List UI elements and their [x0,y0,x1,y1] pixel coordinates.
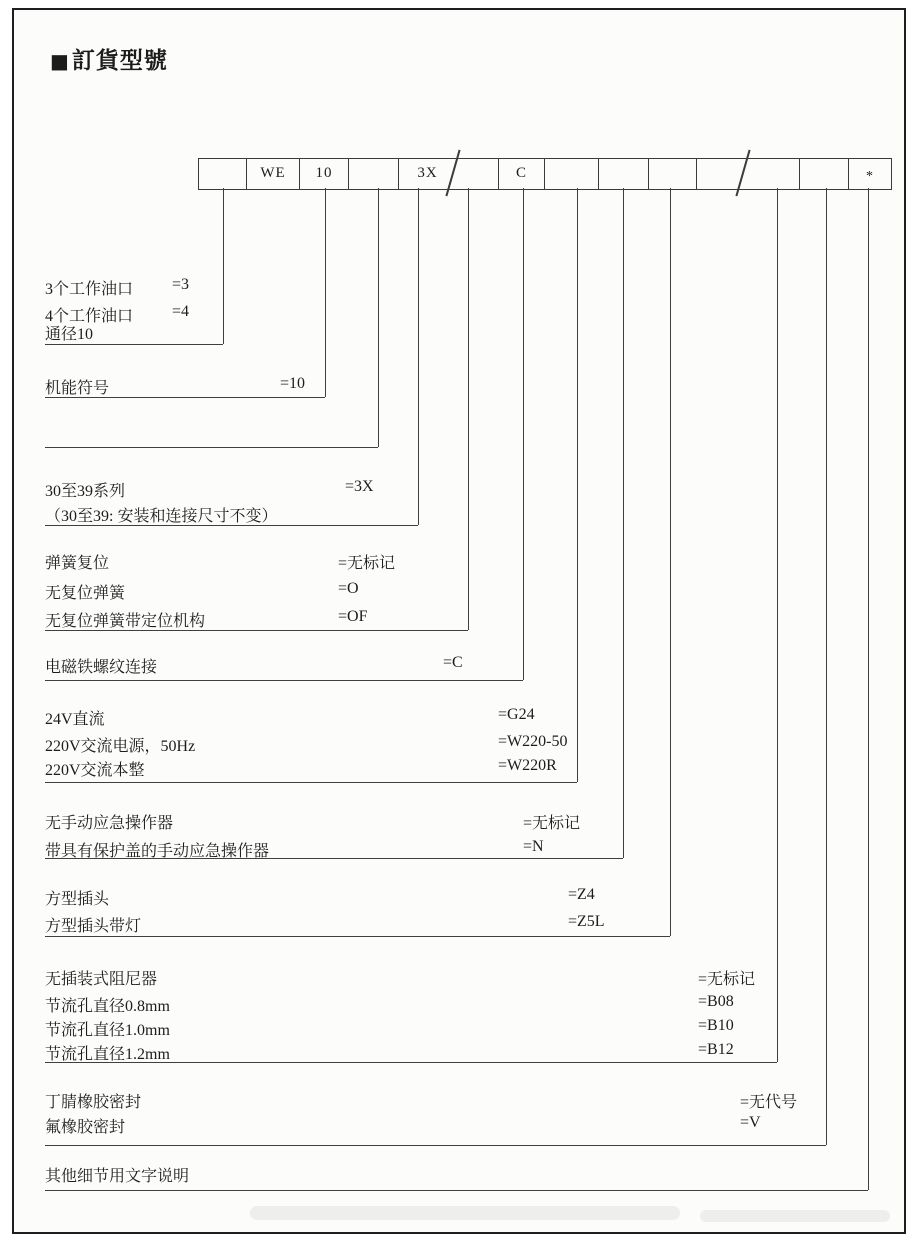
scan-smudge [250,1206,680,1220]
seal-cell [799,159,848,189]
option-label: 电磁铁螺纹连接 [45,659,158,676]
option-label: 无插装式阻尼器 [45,971,158,988]
plug-cell [648,159,696,189]
connector-line [523,188,524,680]
option-code: =O [338,580,359,597]
option-line [45,654,463,677]
option-code: =B08 [698,993,734,1010]
model-code-row [198,158,892,190]
option-label: 无复位弹簧 [45,585,126,602]
option-line [45,757,557,780]
option-label: 其他细节用文字说明 [45,1168,190,1185]
connector-line [670,188,671,936]
option-code: =无标记 [338,555,396,572]
option-code: =无标记 [523,815,581,832]
row-underline [45,344,223,345]
option-code: =3 [172,276,190,293]
option-code: =4 [172,303,190,320]
damper-slash-cell [696,159,799,189]
option-line [45,838,544,861]
option-line [45,503,277,526]
series-cell: 3X [398,159,498,189]
option-line [45,321,93,344]
option-line [45,886,595,909]
option-code: =W220R [498,757,557,774]
option-line [45,276,190,299]
connector-line [378,188,379,447]
size-cell: 10 [299,159,348,189]
option-line [45,608,368,631]
option-label: 氟橡胶密封 [45,1119,126,1136]
option-code: =3X [345,478,374,495]
connector-line [468,188,469,630]
option-line [45,1163,189,1186]
coil-connection-cell: C [498,159,544,189]
option-code: =无标记 [698,971,756,988]
type-we-cell: WE [246,159,299,189]
option-line [45,733,568,756]
voltage-cell [544,159,598,189]
option-label: 节流孔直径1.0mm [45,1022,170,1039]
option-label: 220V交流电源，50Hz [45,738,196,755]
option-code: =N [523,838,544,855]
row-underline [45,936,670,937]
connector-line [868,188,869,1190]
details-star-cell: * [848,159,891,189]
option-code: =C [443,654,463,671]
option-line [45,550,396,573]
option-line [45,913,605,936]
connector-line [418,188,419,525]
connector-line [623,188,624,858]
option-label: 节流孔直径0.8mm [45,998,170,1015]
option-label: （30至39: 安装和连接尺寸不变） [45,508,278,525]
option-line [45,478,374,501]
ports-digit-cell [199,159,246,189]
option-line [45,993,734,1016]
square-bullet-icon: ■ [50,49,70,73]
option-code: =B10 [698,1017,734,1034]
row-underline [45,447,378,448]
option-line [45,1114,761,1137]
connector-line [777,188,778,1062]
option-code: =B12 [698,1041,734,1058]
connector-line [325,188,326,397]
option-label: 30至39系列 [45,483,126,500]
option-label: 丁腈橡胶密封 [45,1094,142,1111]
option-line [45,1041,734,1064]
row-underline [45,680,523,681]
row-underline [45,782,577,783]
page-title [50,42,168,75]
page-title-text: 訂貨型號 [71,48,168,73]
option-code: =Z4 [568,886,595,903]
option-code: =G24 [498,706,535,723]
row-underline [45,1190,868,1191]
spool-symbol-cell [348,159,398,189]
option-code: =W220-50 [498,733,568,750]
option-label: 带具有保护盖的手动应急操作器 [45,843,270,860]
option-label: 220V交流本整 [45,762,145,779]
option-label: 方型插头带灯 [45,918,142,935]
connector-line [577,188,578,782]
option-label: 无复位弹簧带定位机构 [45,613,206,630]
option-label: 机能符号 [45,380,110,397]
option-label: 节流孔直径1.2mm [45,1046,170,1063]
option-line [45,1017,734,1040]
option-line [45,966,756,989]
option-label: 弹簧复位 [45,555,110,572]
option-label: 24V直流 [45,711,105,728]
option-line [45,580,359,603]
option-code: =无代号 [740,1094,798,1111]
option-code: =OF [338,608,368,625]
option-line [45,1089,798,1112]
scan-smudge [700,1210,890,1222]
option-code: =V [740,1114,761,1131]
override-cell [598,159,648,189]
option-line [45,706,535,729]
option-code: =10 [280,375,306,392]
option-line [45,810,581,833]
option-label: 通径10 [45,326,94,343]
option-label: 方型插头 [45,891,110,908]
row-underline [45,1145,826,1146]
option-label: 无手动应急操作器 [45,815,174,832]
option-code: =Z5L [568,913,605,930]
connector-line [223,188,224,344]
option-line [45,375,306,398]
connector-line [826,188,827,1145]
option-label: 3个工作油口 [45,281,134,298]
option-label: 4个工作油口 [45,308,134,325]
